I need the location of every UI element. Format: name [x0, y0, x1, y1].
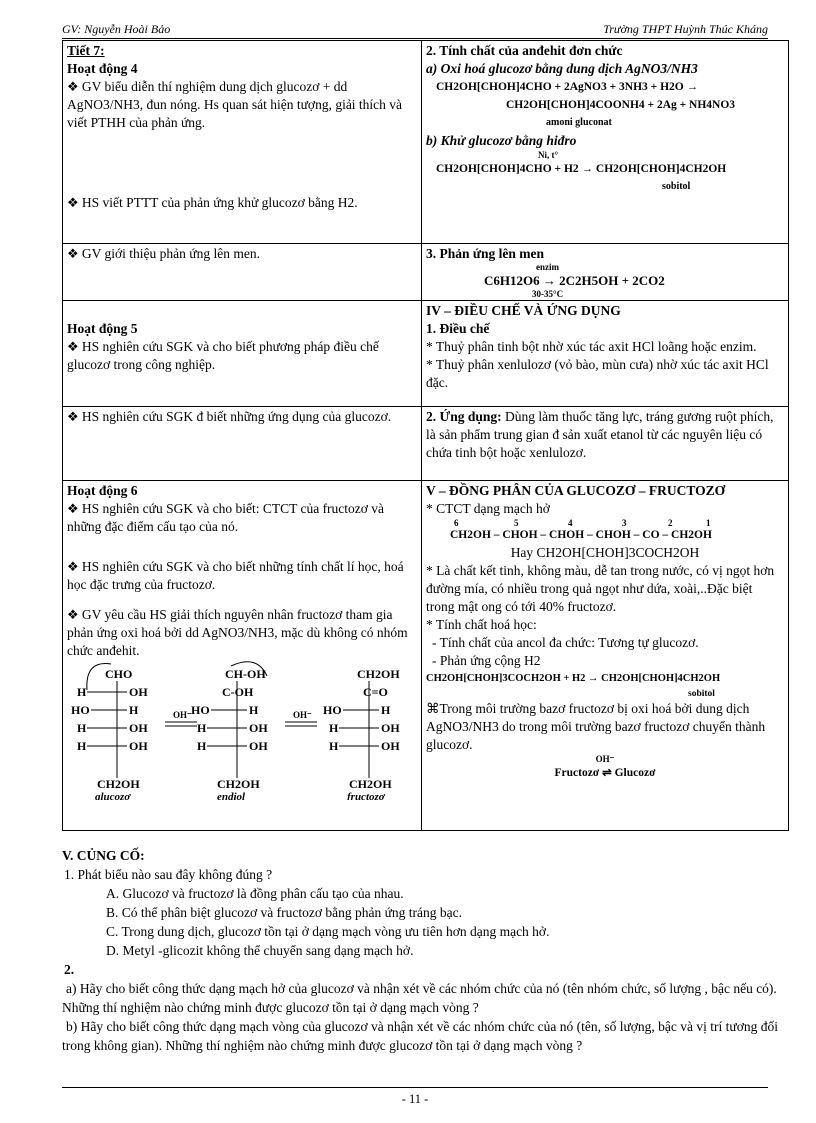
- section-title: V. CỦNG CỐ:: [62, 848, 145, 863]
- diagram-label: endiol: [217, 791, 246, 800]
- equation: CH2OH[CHOH]4CHO + 2AgNO3 + 3NH3 + H2O →: [436, 81, 699, 93]
- section-title: 3. Phản ứng lên men: [426, 246, 544, 261]
- svg-text:H: H: [197, 721, 207, 735]
- equation-label: sobitol: [688, 689, 715, 699]
- svg-text:H: H: [197, 739, 207, 753]
- svg-text:H: H: [129, 703, 139, 717]
- table-row: [63, 407, 789, 481]
- activity-item: ❖ HS nghiên cứu SGK và cho biết những tính chất lí học, hoá học đặc trưng của fructozơ.: [67, 559, 404, 592]
- activity-title: Hoạt động 5: [67, 321, 138, 336]
- activity-cell: [63, 41, 422, 244]
- fructose-structure: [323, 667, 400, 791]
- diagram-catalyst: OH⁻: [293, 710, 312, 720]
- question: 1. Phát biểu nào sau đây không đúng ?: [64, 867, 273, 882]
- activity-item: ❖ HS viết PTTT của phản ứng khử glucozơ bằng H2.: [67, 195, 358, 210]
- formula-alt: Hay CH2OH[CHOH]3COCH2OH: [510, 545, 700, 560]
- equation: Fructozơ ⇌ Glucozơ: [554, 767, 656, 779]
- svg-text:H: H: [381, 703, 391, 717]
- activity-item: ❖ HS nghiên cứu SGK đ biết những ứng dụng của glucozơ.: [67, 409, 392, 424]
- diagram-label: glucozơ: [95, 791, 131, 800]
- question-part: b) Hãy cho biết công thức dạng mạch vòng của glucozơ và nhận xét về các nhóm chức của nó (tên, số lượng, bậc và vị trí tương đối trong không gian). Những thí nghiệm nào chứng minh được glucozơ tồn tại ở dạng mạch vòng ?: [62, 1019, 778, 1053]
- subsection-title: b) Khử glucozơ bằng hiđro: [426, 133, 577, 148]
- endiol-structure: [191, 662, 268, 791]
- reaction-condition: enzim: [536, 262, 559, 272]
- glucose-structure: [71, 664, 148, 791]
- question: 2.: [64, 962, 75, 977]
- lesson-number: Tiết 7:: [67, 43, 105, 58]
- equation: CH2OH[CHOH]4COONH4 + 2Ag + NH4NO3: [506, 99, 736, 111]
- reaction-condition: 30-35°C: [532, 289, 564, 299]
- paragraph: 2. Ứng dụng: Dùng làm thuốc tăng lực, tráng gương ruột phích, là sản phẩm trung gian đ sản xuất etanol từ các nguyên liệu có chứa tinh bột hoặc xenlulozơ.: [426, 409, 774, 460]
- equation: C6H12O6 → 2C2H5OH + 2CO2: [484, 273, 665, 288]
- activity-title: Hoạt động 4: [67, 61, 138, 76]
- section-title: 2. Tính chất của anđehit đơn chức: [426, 43, 623, 58]
- answer-option: B. Có thể phân biệt glucozơ và fructozơ bằng phản ứng tráng bạc.: [106, 905, 462, 920]
- svg-text:OH: OH: [249, 739, 268, 753]
- svg-text:OH: OH: [129, 721, 148, 735]
- svg-text:CH-OH: CH-OH: [225, 667, 266, 681]
- equation: CH2OH[CHOH]4CHO + H2 → CH2OH[CHOH]4CH2OH: [436, 163, 727, 175]
- activity-item: ❖ HS nghiên cứu SGK và cho biết: CTCT của fructozơ và những đặc điểm cấu tạo của nó.: [67, 501, 385, 534]
- svg-text:CHO: CHO: [105, 667, 133, 681]
- content-cell: [422, 41, 789, 244]
- page-number: - 11 -: [62, 1087, 768, 1107]
- open-chain-formula: 6 5 4 3 2 1 CH2OH – CHOH – CHOH – CHOH – CO – CH2OH: [450, 518, 712, 541]
- table-row: [63, 481, 789, 831]
- table-row: [63, 41, 789, 244]
- content-cell: [422, 407, 789, 481]
- activity-item: ❖ GV giới thiệu phản ứng lên men.: [67, 246, 260, 261]
- subsection-title: 1. Điều chế: [426, 321, 490, 336]
- svg-text:H: H: [249, 703, 259, 717]
- lesson-table: [62, 40, 789, 831]
- content-cell: [422, 301, 789, 407]
- note-icon: ⌘: [426, 701, 440, 716]
- svg-text:H: H: [77, 721, 87, 735]
- header-teacher: GV: Nguyễn Hoài Bảo: [62, 22, 171, 36]
- header-school: Trường THPT Huỳnh Thúc Kháng: [603, 22, 768, 36]
- answer-option: A. Glucozơ và fructozơ là đồng phân cấu tạo của nhau.: [106, 886, 404, 901]
- answer-option: C. Trong dung dịch, glucozơ tồn tại ở dạng mạch vòng ưu tiên hơn dạng mạch hở.: [106, 924, 550, 939]
- answer-option: D. Metyl -glicozit không thể chuyển sang dạng mạch hở.: [106, 943, 414, 958]
- diagram-catalyst: OH⁻: [173, 710, 192, 720]
- paragraph: * Thuỷ phân xenlulozơ (vỏ bào, mùn cưa) nhờ xúc tác axit HCl đặc.: [426, 357, 769, 390]
- paragraph: * Thuỷ phân tinh bột nhờ xúc tác axit HCl loãng hoặc enzim.: [426, 339, 757, 354]
- activity-cell: [63, 407, 422, 481]
- subsection-title: a) Oxi hoá glucozơ bằng dung dịch AgNO3/NH3: [426, 61, 698, 76]
- content-cell: [422, 481, 789, 831]
- svg-text:OH: OH: [129, 685, 148, 699]
- svg-text:HO: HO: [323, 703, 342, 717]
- svg-text:CH2OH: CH2OH: [349, 777, 392, 791]
- svg-text:CH2OH: CH2OH: [217, 777, 260, 791]
- svg-text:OH: OH: [381, 721, 400, 735]
- svg-text:OH: OH: [381, 739, 400, 753]
- svg-text:C=O: C=O: [363, 685, 388, 699]
- activity-cell: [63, 244, 422, 301]
- svg-text:C-OH: C-OH: [222, 685, 254, 699]
- section-title: V – ĐỒNG PHÂN CỦA GLUCOZƠ – FRUCTOZƠ: [426, 483, 726, 498]
- table-row: [63, 244, 789, 301]
- paragraph: * CTCT dạng mạch hở: [426, 501, 550, 516]
- equation-label: amoni gluconat: [546, 117, 612, 128]
- svg-text:HO: HO: [71, 703, 90, 717]
- svg-text:CH2OH: CH2OH: [357, 667, 400, 681]
- section-title: IV – ĐIỀU CHẾ VÀ ỨNG DỤNG: [426, 303, 621, 318]
- paragraph: * Tính chất hoá học:: [426, 617, 537, 632]
- activity-cell: [63, 481, 422, 831]
- tautomerism-diagram: [67, 660, 407, 800]
- diagram-label: fructozơ: [347, 791, 385, 800]
- paragraph: ⌘Trong môi trường bazơ fructozơ bị oxi hoá bởi dung dịch AgNO3/NH3 do trong môi trường bazơ fructozơ chuyển thành glucozơ.: [426, 701, 766, 752]
- reaction-condition: OH⁻: [595, 754, 615, 764]
- svg-text:H: H: [329, 721, 339, 735]
- paragraph: * Là chất kết tinh, không màu, dễ tan trong nước, có vị ngọt hơn đường mía, có nhiều trong quả ngọt như dứa, xoài,..Đặc biệt trong mật ong có tới 40% fructozơ.: [426, 563, 775, 614]
- activity-item: ❖ HS nghiên cứu SGK và cho biết phương pháp điều chế glucozơ trong công nghiệp.: [67, 339, 379, 372]
- consolidation-section: [62, 846, 778, 1055]
- svg-text:CH2OH: CH2OH: [97, 777, 140, 791]
- equation-label: sobitol: [662, 181, 691, 192]
- content-cell: [422, 244, 789, 301]
- svg-text:OH: OH: [249, 721, 268, 735]
- activity-item: ❖ GV yêu cầu HS giải thích nguyên nhân fructozơ tham gia phản ứng oxi hoá bởi dd AgNO3/NH3, mặc dù không có nhóm chức anđehit.: [67, 607, 408, 658]
- question-part: a) Hãy cho biết công thức dạng mạch hở của glucozơ và nhận xét về các nhóm chức của nó (tên nhóm chức, số lượng , bậc nếu có). Những thí nghiệm nào chứng minh được glucozơ tồn tại ở dạng mạch vòng ?: [62, 981, 777, 1015]
- page-header: [62, 22, 768, 39]
- activity-cell: [63, 301, 422, 407]
- table-row: [63, 301, 789, 407]
- activity-item: ❖ GV biểu diễn thí nghiệm dung dịch glucozơ + dd AgNO3/NH3, đun nóng. Hs quan sát hiện tượng, giải thích và viết PTHH của phản ứng.: [67, 79, 403, 130]
- paragraph: - Phản ứng cộng H2: [432, 653, 541, 668]
- reaction-condition: Ni, t°: [538, 150, 559, 160]
- svg-text:H: H: [77, 739, 87, 753]
- equation: CH2OH[CHOH]3COCH2OH + H2 → CH2OH[CHOH]4CH2OH: [426, 673, 721, 684]
- svg-text:OH: OH: [129, 739, 148, 753]
- svg-text:HO: HO: [191, 703, 210, 717]
- paragraph: - Tính chất của ancol đa chức: Tương tự glucozơ.: [432, 635, 699, 650]
- svg-text:H: H: [77, 685, 87, 699]
- svg-text:H: H: [329, 739, 339, 753]
- activity-title: Hoạt động 6: [67, 483, 138, 498]
